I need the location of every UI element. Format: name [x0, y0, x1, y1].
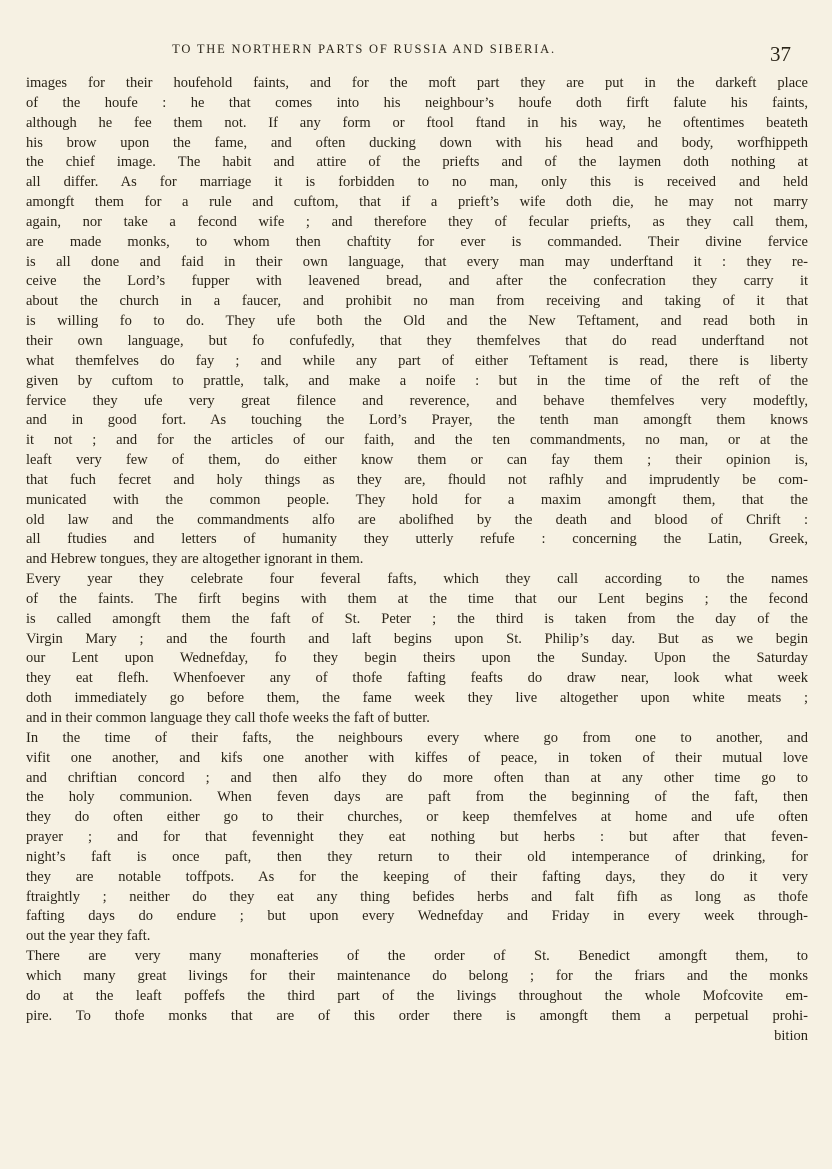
catchword: bition [774, 1027, 808, 1044]
text-line: municated with the common people. They hold for a maxim amongft them, that the [26, 491, 808, 508]
text-line: is all done and faid in their own language, that every man may underftand it : they re- [26, 253, 808, 270]
text-line: night’s faft is once paft, then they return to their old intemperance of drinking, for [26, 848, 808, 865]
page-number: 37 [770, 42, 791, 66]
text-line: old law and the commandments alfo are abolifhed by the death and blood of Chrift : [26, 511, 808, 528]
text-line: it not ; and for the articles of our faith, and the ten commandments, no man, or at the [26, 432, 808, 449]
text-line: that fuch fecret and holy things as they are, fhould not rafhly and imprudently be com- [26, 471, 808, 488]
text-line: our Lent upon Wednefday, fo they begin theirs upon the Sunday. Upon the Saturday [26, 650, 808, 667]
text-line: about the church in a faucer, and prohibit no man from receiving and taking of it that [26, 293, 808, 310]
text-line: and chriftian concord ; and then alfo they do more often than at any other time go to [26, 769, 808, 786]
text-line: out the year they faft. [26, 928, 151, 945]
text-line: fafting days do endure ; but upon every Wednefday and Friday in every week through- [26, 908, 808, 925]
text-line: the holy communion. When feven days are paft from the beginning of the faft, then [26, 789, 808, 806]
text-line: Every year they celebrate four feveral fafts, which they call according to the names [26, 571, 808, 588]
text-line: of the houfe : he that comes into his neighbour’s houfe doth firft falute his faints, [26, 94, 808, 111]
text-line: fervice they ufe very great filence and reverence, and behave themfelves very modeftly, [26, 392, 808, 409]
text-line: his brow upon the fame, and often ducking down with his head and body, worfhippeth [26, 134, 808, 151]
text-line: given by cuftom to prattle, talk, and make a noife : but in the time of the reft of the [26, 372, 808, 389]
text-line: ftraightly ; neither do they eat any thing befides herbs and falt fifh as long as thofe [26, 888, 808, 905]
text-line: which many great livings for their maintenance do belong ; for the friars and the monks [26, 967, 808, 984]
text-line: of the faints. The firft begins with them at the time that our Lent begins ; the fecond [26, 590, 808, 607]
text-line: is willing fo to do. They ufe both the Old and the New Teftament, and read both in [26, 313, 808, 330]
text-line: pire. To thofe monks that are of this order there is amongft them a perpetual prohi- [26, 1007, 808, 1024]
text-line: although he fee them not. If any form or ftool ftand in his way, he oftentimes beateth [26, 114, 808, 131]
text-line: and Hebrew tongues, they are altogether ignorant in them. [26, 551, 364, 568]
text-line: is called amongft them the faft of St. Peter ; the third is taken from the day of the [26, 610, 808, 627]
text-line: do at the leaft poffefs the third part of the livings throughout the whole Mofcovite em- [26, 987, 808, 1004]
text-line: and in good fort. As touching the Lord’s Prayer, the tenth man amongft them knows [26, 412, 808, 429]
text-line: ceive the Lord’s fupper with leavened bread, and after the confecration they carry it [26, 273, 808, 290]
text-line: again, nor take a fecond wife ; and therefore they of fecular priefts, as they call them, [26, 213, 808, 230]
text-line: doth immediately go before them, the fame week they live altogether upon white meats ; [26, 690, 808, 707]
running-head: TO THE NORTHERN PARTS OF RUSSIA AND SIBERIA. [172, 42, 556, 56]
text-line: Virgin Mary ; and the fourth and laft begins upon St. Philip’s day. But as we begin [26, 630, 808, 647]
text-line: and in their common language they call thofe weeks the faft of butter. [26, 710, 430, 726]
body-text [26, 74, 808, 1046]
text-line: There are very many monafteries of the order of St. Benedict amongft them, to [26, 948, 808, 965]
text-line: they are notable toffpots. As for the keeping of their fafting days, they do it very [26, 868, 808, 885]
text-line: leaft very few of them, do either know them or can fay them ; their opinion is, [26, 452, 808, 469]
text-line: amongft them for a rule and cuftom, that if a prieft’s wife doth die, he may not marry [26, 194, 808, 211]
text-line: they do often either go to their churches, or keep themfelves at home and ufe often [26, 809, 808, 826]
text-line: their own language, but fo confufedly, that they themfelves that do read underftand not [26, 332, 808, 349]
text-line: they eat flefh. Whenfoever any of thofe fafting feafts do draw near, look what week [26, 670, 808, 687]
text-line: all differ. As for marriage it is forbidden to no man, only this is received and held [26, 174, 808, 191]
text-line: all ftudies and letters of humanity they utterly refufe : concerning the Latin, Greek, [26, 531, 808, 548]
text-line: what themfelves do fay ; and while any part of either Teftament is read, there is liberty [26, 352, 808, 369]
text-line: prayer ; and for that fevennight they eat nothing but herbs : but after that feven- [26, 829, 808, 846]
text-line: are made monks, to whom then chaftity for ever is commanded. Their divine fervice [26, 233, 808, 250]
text-line: In the time of their fafts, the neighbours every where go from one to another, and [26, 729, 808, 746]
text-line: vifit one another, and kifs one another with kiffes of peace, in token of their mutual love [26, 749, 808, 766]
text-line: the chief image. The habit and attire of the priefts and of the laymen doth nothing at [26, 154, 808, 171]
text-line: images for their houfehold faints, and for the moft part they are put in the darkeft place [26, 75, 808, 91]
